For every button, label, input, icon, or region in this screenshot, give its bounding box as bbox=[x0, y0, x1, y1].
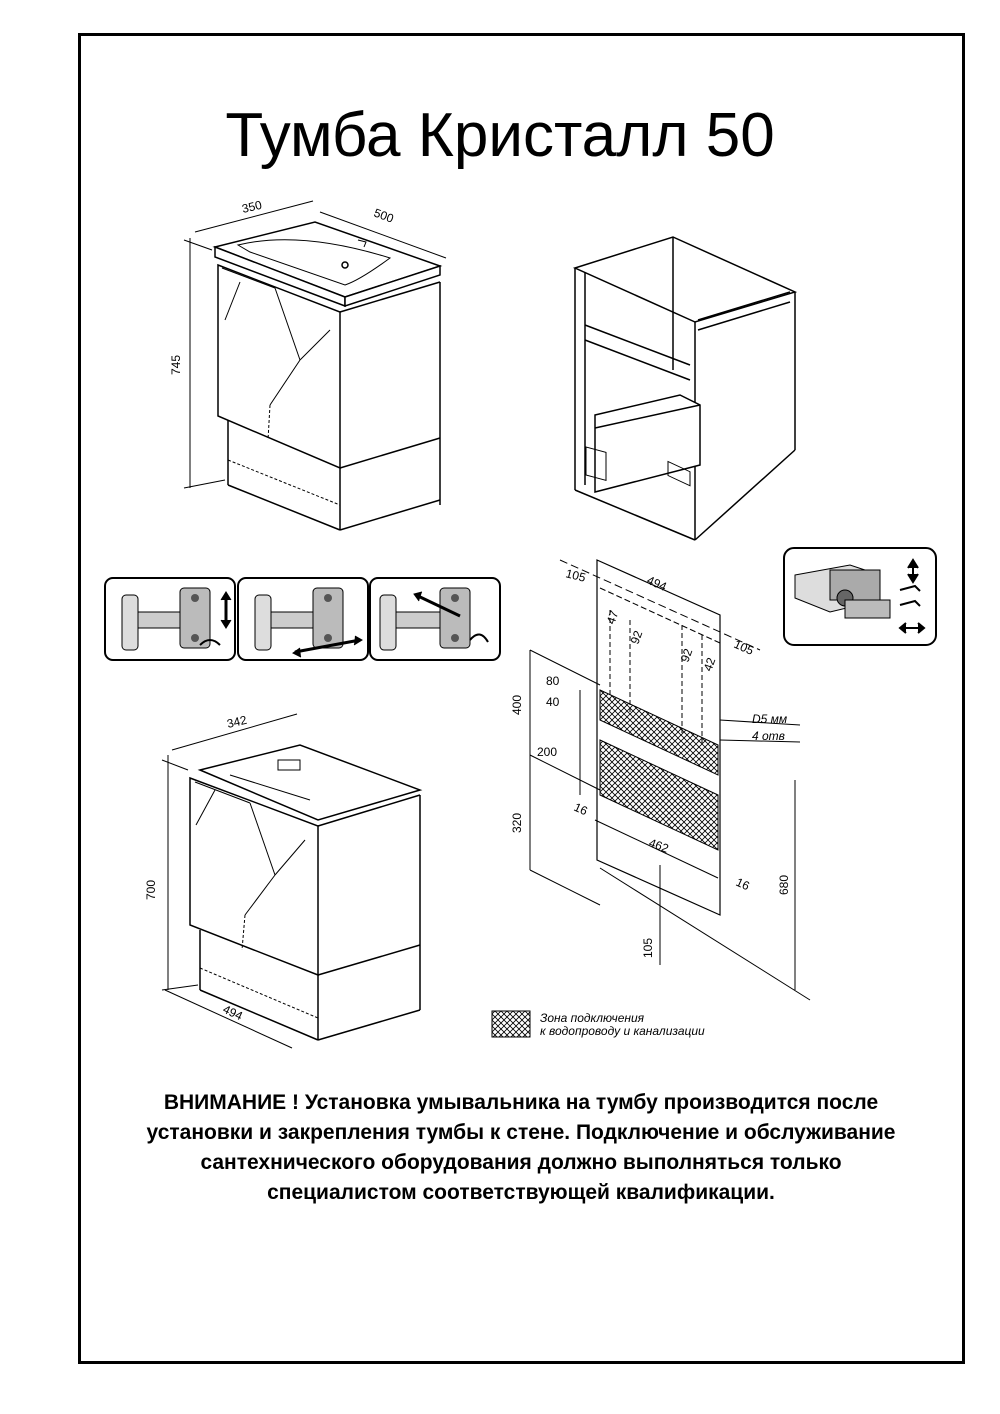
warning-line-3: сантехнического оборудования должно выполняться только bbox=[200, 1151, 842, 1174]
dim-400: 400 bbox=[510, 694, 524, 715]
cabinet-frame-view bbox=[575, 237, 795, 540]
dim-745: 745 bbox=[169, 354, 183, 375]
dim-350: 350 bbox=[240, 197, 264, 216]
dim-200: 200 bbox=[537, 745, 558, 759]
dim-105-bottom: 105 bbox=[641, 937, 655, 958]
warning-notice bbox=[88, 1088, 954, 1208]
page-title: Тумба Кристалл 50 bbox=[225, 101, 775, 170]
dim-320: 320 bbox=[510, 812, 524, 833]
dim-342: 342 bbox=[225, 712, 249, 731]
dim-92-right: 92 bbox=[677, 646, 696, 665]
wall-installation-scheme bbox=[530, 560, 810, 1000]
dim-680: 680 bbox=[777, 874, 791, 895]
cabinet-without-top-view bbox=[162, 714, 420, 1048]
dim-16-left: 16 bbox=[571, 799, 590, 819]
dim-16-right: 16 bbox=[733, 874, 752, 894]
warning-line-1: ВНИМАНИЕ ! Установка умывальника на тумбу производится после bbox=[163, 1091, 879, 1114]
cabinet-with-sink-view bbox=[184, 201, 446, 530]
dim-80: 80 bbox=[546, 674, 560, 688]
dim-462: 462 bbox=[646, 835, 671, 856]
warning-line-4: специалистом соответствующей квалификации. bbox=[267, 1181, 775, 1204]
wall-bracket-detail bbox=[784, 548, 936, 645]
dim-47: 47 bbox=[603, 608, 622, 627]
dim-92-left: 92 bbox=[627, 628, 646, 647]
dim-42: 42 bbox=[700, 655, 719, 674]
legend-swatch bbox=[492, 1011, 530, 1037]
dim-105-right: 105 bbox=[731, 636, 756, 658]
legend bbox=[492, 1011, 705, 1038]
legend-line-1: Зона подключения bbox=[540, 1011, 645, 1025]
hinge-adjust-step-3 bbox=[370, 578, 500, 660]
dim-105-left: 105 bbox=[564, 566, 588, 585]
dim-494-bottom: 494 bbox=[220, 1002, 245, 1024]
drill-spec-count: 4 отв bbox=[752, 729, 785, 743]
warning-line-2: установки и закрепления тумбы к стене. Подключение и обслуживание bbox=[146, 1121, 896, 1144]
dim-494-wall: 494 bbox=[644, 572, 669, 594]
drill-spec-diameter: D5 мм bbox=[752, 712, 788, 726]
hinge-adjust-step-2 bbox=[238, 578, 368, 660]
dim-500: 500 bbox=[371, 205, 396, 226]
dim-700: 700 bbox=[144, 879, 158, 900]
hinge-adjust-step-1 bbox=[105, 578, 235, 660]
legend-line-2: к водопроводу и канализации bbox=[540, 1024, 705, 1038]
dim-40: 40 bbox=[546, 695, 560, 709]
